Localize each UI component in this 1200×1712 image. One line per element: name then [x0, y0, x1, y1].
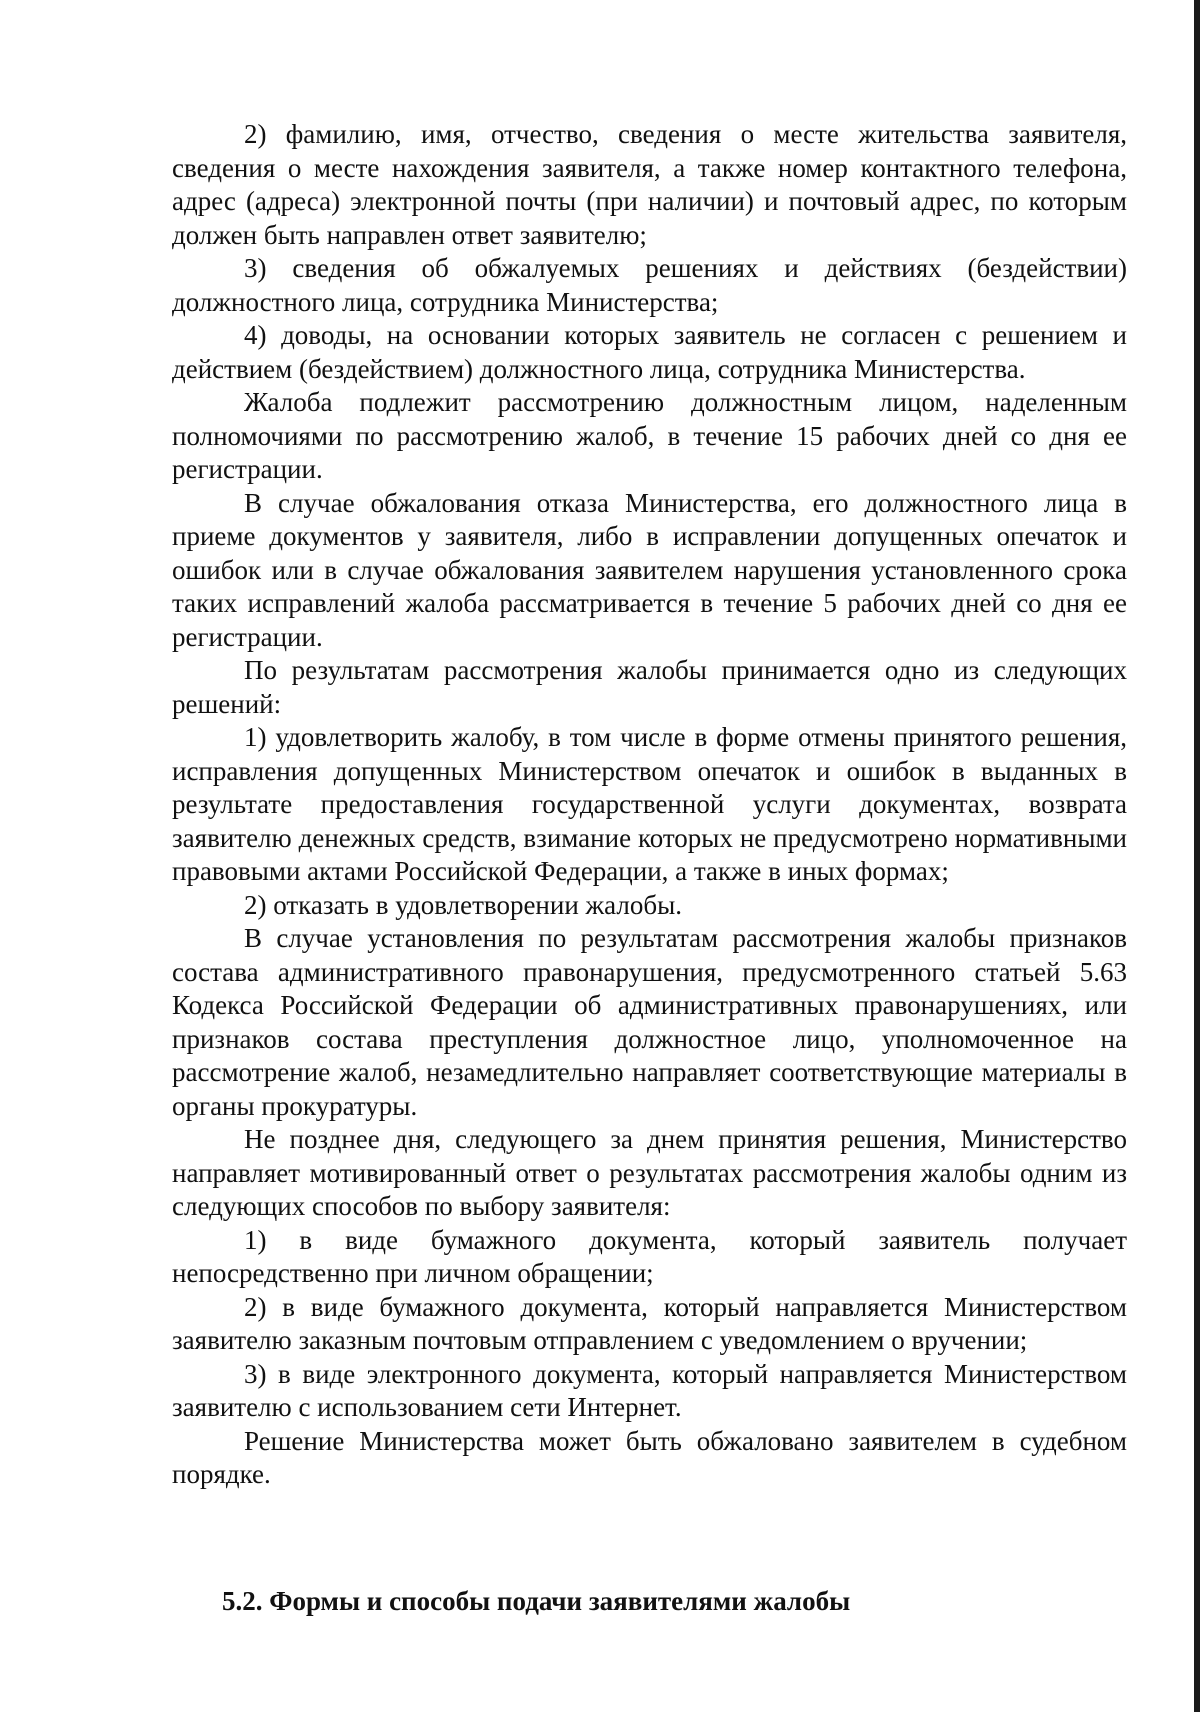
paragraph-refusal-appeal: В случае обжалования отказа Министерства, его должностного лица в приеме документов у заявителя, либо в исправлении допущенных опечаток и ошибок или в случае обжалования заявителем нарушения установленного срока таких исправлений жалоба рассматривается в течение 5 рабочих дней со дня ее регистрации.	[172, 487, 1127, 652]
document-body	[172, 118, 1127, 1492]
paragraph-decision-refuse: 2) отказать в удовлетворении жалобы.	[244, 889, 682, 920]
paragraph-method-personal: 1) в виде бумажного документа, который заявитель получает непосредственно при личном обращении;	[172, 1224, 1127, 1288]
paragraph-review-period: Жалоба подлежит рассмотрению должностным лицом, наделенным полномочиями по рассмотрению жалоб, в течение 15 рабочих дней со дня ее регистрации.	[172, 387, 1127, 484]
paragraph-response-methods: Не позднее дня, следующего за днем принятия решения, Министерство направляет мотивированный ответ о результатах рассмотрения жалобы одним из следующих способов по выбору заявителя:	[172, 1124, 1127, 1221]
section-heading: 5.2. Формы и способы подачи заявителями жалобы	[222, 1586, 851, 1616]
paragraph-decisions-intro: По результатам рассмотрения жалобы принимается одно из следующих решений:	[172, 655, 1127, 719]
paragraph-method-electronic: 3) в виде электронного документа, который направляется Министерством заявителю с использованием сети Интернет.	[172, 1358, 1127, 1422]
scan-edge	[1194, 0, 1200, 1712]
paragraph-court-appeal: Решение Министерства может быть обжаловано заявителем в судебном порядке.	[172, 1425, 1127, 1489]
paragraph-arguments: 4) доводы, на основании которых заявитель не согласен с решением и действием (бездействием) должностного лица, сотрудника Министерства.	[172, 320, 1127, 384]
paragraph-applicant-details: 2) фамилию, имя, отчество, сведения о месте жительства заявителя, сведения о месте нахождения заявителя, а также номер контактного телефона, адрес (адреса) электронной почты (при наличии) и почтовый адрес, по которым должен быть направлен ответ заявителю;	[172, 119, 1127, 250]
paragraph-method-mail: 2) в виде бумажного документа, который направляется Министерством заявителю заказным почтовым отправлением с уведомлением о вручении;	[172, 1291, 1127, 1355]
paragraph-decision-satisfy: 1) удовлетворить жалобу, в том числе в форме отмены принятого решения, исправления допущенных Министерством опечаток и ошибок в выданных в результате предоставления государственной услуги документах, возврата заявителю денежных средств, взимание которых не предусмотрено нормативными правовыми актами Российской Федерации, а также в иных формах;	[172, 722, 1127, 886]
paragraph-offense-signs: В случае установления по результатам рассмотрения жалобы признаков состава административного правонарушения, предусмотренного статьей 5.63 Кодекса Российской Федерации об административных правонарушениях, или признаков состава преступления должностное лицо, уполномоченное на рассмотрение жалоб, незамедлительно направляет соответствующие материалы в органы прокуратуры.	[172, 923, 1127, 1121]
paragraph-appealed-decisions: 3) сведения об обжалуемых решениях и действиях (бездействии) должностного лица, сотрудника Министерства;	[172, 253, 1127, 317]
